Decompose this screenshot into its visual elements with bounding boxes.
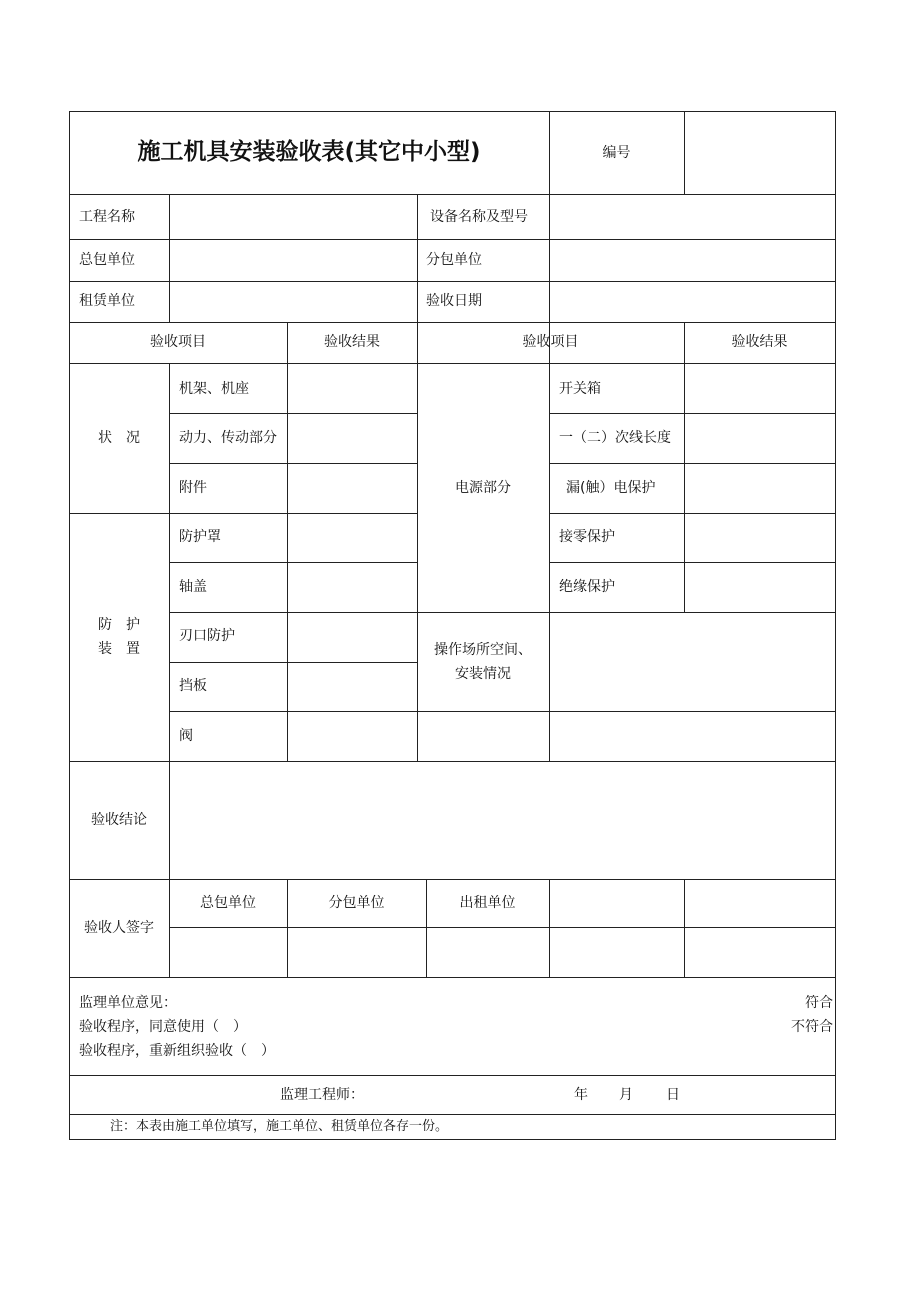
- general-contractor-label: 总包单位: [79, 252, 135, 268]
- signature-label: 验收人签字: [84, 920, 154, 936]
- row-line: [69, 322, 836, 323]
- protection-item: 防护罩: [179, 529, 221, 545]
- col-line: [549, 879, 550, 977]
- row-line: [169, 662, 417, 663]
- row-line: [169, 562, 417, 563]
- power-group-label: 电源部分: [455, 480, 511, 496]
- row-line: [169, 711, 836, 712]
- row-line: [549, 513, 836, 514]
- signature-general-contractor: 总包单位: [200, 895, 256, 911]
- site-space-label-line1: 操作场所空间、: [434, 642, 532, 658]
- row-line: [69, 1075, 836, 1076]
- supervision-not-conform: 不符合: [791, 1019, 833, 1035]
- col-line: [684, 879, 685, 977]
- serial-number-label: 编号: [602, 145, 631, 161]
- protection-group-label-line1: 防 护: [98, 617, 140, 633]
- row-line: [549, 463, 836, 464]
- col-line: [549, 322, 550, 761]
- supervision-reorganize-line: 验收程序，重新组织验收（ ）: [79, 1043, 275, 1059]
- status-group-label: 状 况: [98, 430, 140, 446]
- acceptance-form: [69, 111, 836, 1140]
- row-line: [69, 1114, 836, 1115]
- header-item-right: 验收项目: [522, 334, 579, 350]
- signature-subcontractor: 分包单位: [328, 895, 385, 911]
- header-result-left: 验收结果: [324, 334, 380, 350]
- power-item: 开关箱: [559, 381, 601, 397]
- lessor-label: 租赁单位: [79, 293, 135, 309]
- site-space-label-line2: 安装情况: [455, 666, 511, 682]
- project-name-field[interactable]: [170, 195, 417, 239]
- col-line: [417, 322, 418, 761]
- row-line: [69, 879, 836, 880]
- protection-item: 轴盖: [179, 579, 207, 595]
- date-month: 月: [619, 1087, 633, 1103]
- row-line: [69, 363, 836, 364]
- protection-item: 阀: [179, 728, 193, 744]
- signature-rental-unit: 出租单位: [459, 895, 516, 911]
- col-line: [169, 363, 170, 761]
- row-line: [169, 927, 836, 928]
- border-bottom: [69, 1139, 836, 1140]
- equipment-name-label: 设备名称及型号: [430, 209, 528, 225]
- conclusion-field[interactable]: [170, 762, 835, 879]
- subcontractor-label: 分包单位: [426, 252, 482, 268]
- form-title: 施工机具安装验收表(其它中小型): [137, 139, 481, 165]
- power-item: 绝缘保护: [559, 579, 615, 595]
- header-item-left: 验收项目: [150, 334, 206, 350]
- date-day: 日: [666, 1087, 680, 1103]
- subcontractor-field[interactable]: [550, 240, 835, 281]
- equipment-name-field[interactable]: [550, 195, 835, 239]
- supervision-conform: 符合: [805, 995, 833, 1011]
- power-item: 漏(触）电保护: [566, 480, 656, 496]
- date-year: 年: [574, 1087, 588, 1103]
- form-note: 注：本表由施工单位填写，施工单位、租赁单位各存一份。: [110, 1119, 449, 1134]
- lessor-field[interactable]: [170, 282, 417, 322]
- serial-number-field[interactable]: [685, 112, 835, 194]
- supervision-opinion-label: 监理单位意见：: [79, 995, 177, 1011]
- engineer-label: 监理工程师：: [280, 1087, 364, 1103]
- border-right: [835, 111, 836, 1140]
- power-item: 一（二）次线长度: [559, 430, 671, 446]
- acceptance-date-label: 验收日期: [426, 293, 482, 309]
- supervision-agree-line: 验收程序，同意使用（ ）: [79, 1019, 247, 1035]
- general-contractor-field[interactable]: [170, 240, 417, 281]
- header-result-right: 验收结果: [731, 334, 788, 350]
- row-line: [549, 562, 836, 563]
- status-item: 机架、机座: [179, 381, 249, 397]
- acceptance-date-field[interactable]: [550, 282, 835, 322]
- project-name-label: 工程名称: [79, 209, 135, 225]
- row-line: [169, 413, 417, 414]
- col-line: [287, 322, 288, 761]
- row-line: [169, 612, 836, 613]
- col-line: [417, 194, 418, 322]
- row-line: [69, 513, 417, 514]
- protection-group-label-line2: 装 置: [98, 641, 140, 657]
- protection-item: 挡板: [179, 678, 207, 694]
- row-line: [69, 977, 836, 978]
- status-item: 动力、传动部分: [179, 430, 277, 446]
- power-item: 接零保护: [559, 529, 615, 545]
- row-line: [549, 413, 836, 414]
- row-line: [169, 463, 417, 464]
- status-item: 附件: [179, 480, 207, 496]
- col-line: [684, 322, 685, 612]
- protection-item: 刃口防护: [179, 628, 235, 644]
- conclusion-label: 验收结论: [91, 812, 147, 828]
